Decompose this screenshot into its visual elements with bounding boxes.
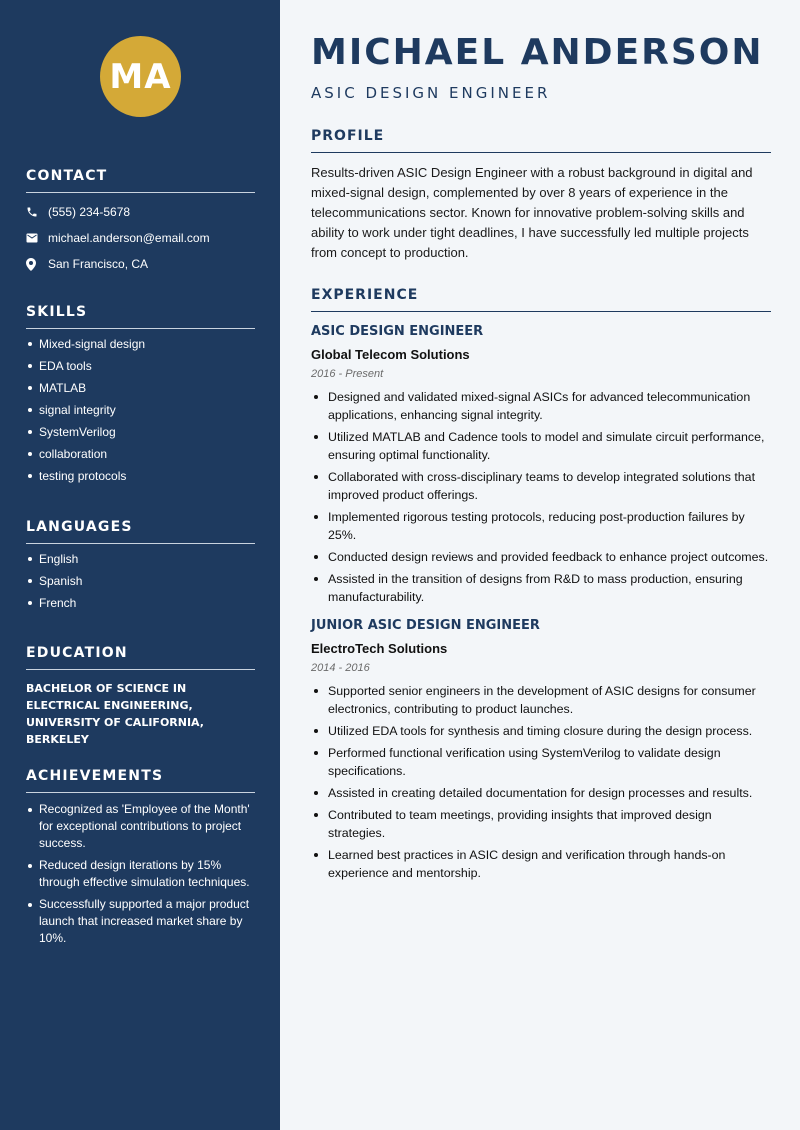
candidate-name: MICHAEL ANDERSON <box>311 32 764 73</box>
job-bullet: Performed functional verification using SystemVerilog to validate design specifications. <box>311 744 771 780</box>
skill-item: SystemVerilog <box>26 425 255 439</box>
sidebar <box>0 0 280 1130</box>
contact-email <box>26 225 255 251</box>
achievements-list <box>26 801 255 947</box>
phone-text: (555) 234-5678 <box>48 205 131 219</box>
achievement-item: Successfully supported a major product launch that increased market share by 10%. <box>26 896 255 947</box>
avatar-initials: MA <box>100 36 181 117</box>
skill-item: collaboration <box>26 447 255 461</box>
education-heading: EDUCATION <box>26 645 255 670</box>
contact-heading: CONTACT <box>26 168 255 193</box>
job-entry <box>311 618 771 882</box>
job-title: ASIC DESIGN ENGINEER <box>311 324 484 339</box>
job-title: JUNIOR ASIC DESIGN ENGINEER <box>311 618 540 633</box>
location-text: San Francisco, CA <box>48 257 149 271</box>
job-bullet: Assisted in creating detailed documentation for design processes and results. <box>311 784 771 802</box>
skill-item: Mixed-signal design <box>26 337 255 351</box>
job-bullet: Implemented rigorous testing protocols, reducing post-production failures by 25%. <box>311 508 771 544</box>
skills-list <box>26 337 255 483</box>
languages-heading: LANGUAGES <box>26 519 255 544</box>
languages-section <box>26 519 255 618</box>
job-bullet: Learned best practices in ASIC design and verification through hands-on experience and mentorship. <box>311 846 771 882</box>
language-item: Spanish <box>26 574 255 588</box>
job-bullet: Contributed to team meetings, providing insights that improved design strategies. <box>311 806 771 842</box>
language-item: English <box>26 552 255 566</box>
job-title-header: ASIC DESIGN ENGINEER <box>311 84 551 102</box>
skill-item: MATLAB <box>26 381 255 395</box>
contact-section <box>26 168 255 277</box>
experience-section <box>311 287 771 886</box>
skill-item: EDA tools <box>26 359 255 373</box>
job-bullet: Conducted design reviews and provided feedback to enhance project outcomes. <box>311 548 771 566</box>
job-bullet: Designed and validated mixed-signal ASICs for advanced telecommunication applications, enhancing signal integrity. <box>311 388 771 424</box>
job-bullets <box>311 388 771 606</box>
achievements-section <box>26 768 255 952</box>
job-bullets <box>311 682 771 882</box>
education-section <box>26 645 255 748</box>
job-bullet: Utilized EDA tools for synthesis and timing closure during the design process. <box>311 722 771 740</box>
job-dates: 2014 - 2016 <box>311 662 370 674</box>
contact-location <box>26 251 255 277</box>
experience-heading: EXPERIENCE <box>311 287 771 312</box>
skills-heading: SKILLS <box>26 304 255 329</box>
achievement-item: Reduced design iterations by 15% through effective simulation techniques. <box>26 857 255 891</box>
email-text: michael.anderson@email.com <box>48 231 210 245</box>
achievements-heading: ACHIEVEMENTS <box>26 768 255 793</box>
skill-item: signal integrity <box>26 403 255 417</box>
company-name: ElectroTech Solutions <box>311 641 448 656</box>
location-pin-icon <box>26 258 48 271</box>
skill-item: testing protocols <box>26 469 255 483</box>
profile-heading: PROFILE <box>311 128 771 153</box>
job-entry <box>311 324 771 606</box>
profile-text: Results-driven ASIC Design Engineer with a robust background in digital and mixed-signal design, complemented by over 8 years of experience in the telecommunications sector. Known for innovative problem-solving skills and ability to work under tight deadlines, I have successfully led multiple projects from concept to production. <box>311 165 753 260</box>
achievement-item: Recognized as 'Employee of the Month' for exceptional contributions to project success. <box>26 801 255 852</box>
email-icon <box>26 233 48 243</box>
education-degree: BACHELOR OF SCIENCE IN ELECTRICAL ENGINEERING, UNIVERSITY OF CALIFORNIA, BERKELEY <box>26 682 204 746</box>
job-bullet: Assisted in the transition of designs from R&D to mass production, ensuring manufacturability. <box>311 570 771 606</box>
company-name: Global Telecom Solutions <box>311 347 470 362</box>
profile-section <box>311 128 771 263</box>
job-bullet: Collaborated with cross-disciplinary teams to develop integrated solutions that improved product offerings. <box>311 468 771 504</box>
phone-icon <box>26 206 48 218</box>
skills-section <box>26 304 255 491</box>
language-item: French <box>26 596 255 610</box>
languages-list <box>26 552 255 610</box>
job-bullet: Supported senior engineers in the development of ASIC designs for consumer electronics, contributing to product launches. <box>311 682 771 718</box>
contact-phone <box>26 199 255 225</box>
job-bullet: Utilized MATLAB and Cadence tools to model and simulate circuit performance, ensuring optimal functionality. <box>311 428 771 464</box>
job-dates: 2016 - Present <box>311 368 384 380</box>
